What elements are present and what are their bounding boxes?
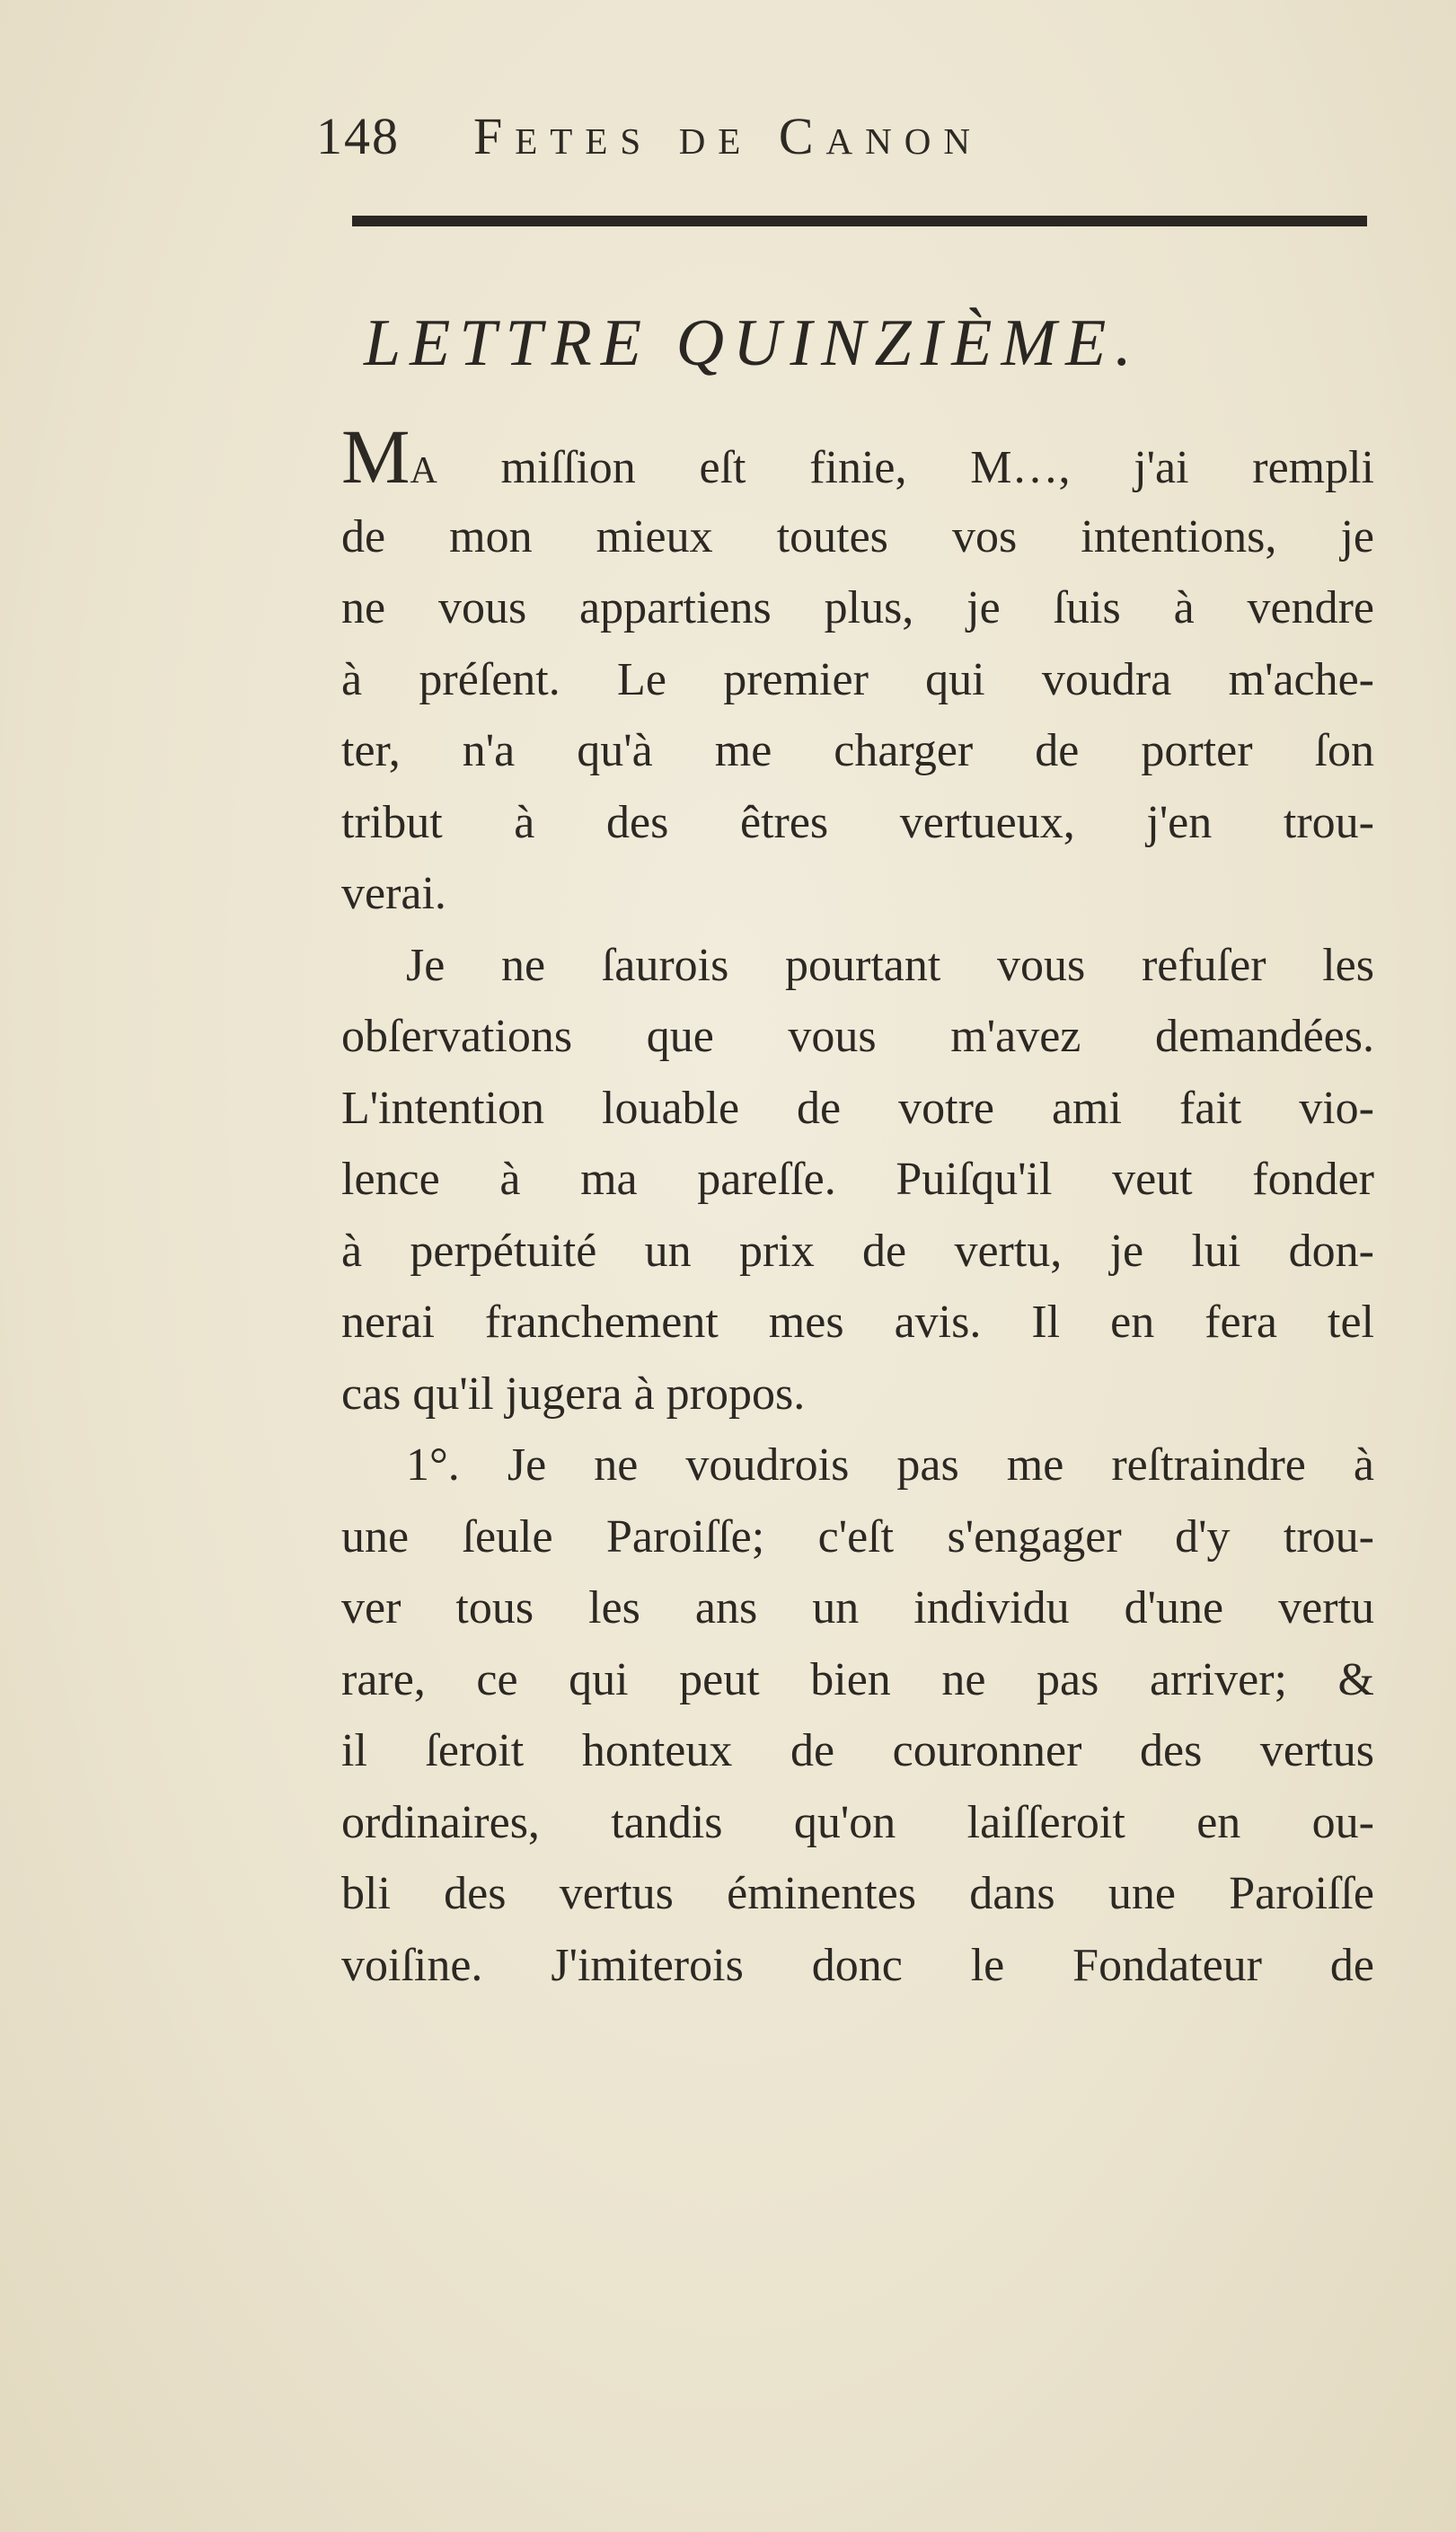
text-line: à perpétuité un prix de vertu, je lui don- (341, 1225, 1374, 1277)
drop-cap-rest: A (410, 450, 437, 491)
running-title: Fetes de Canon (473, 107, 983, 165)
text-line: cas qu'il jugera à propos. (341, 1368, 806, 1420)
text-line: verai. (341, 868, 446, 919)
text-line: ne vous appartiens plus, je ſuis à vendre (341, 582, 1374, 633)
text-line: bli des vertus éminentes dans une Paroiſſe (341, 1868, 1374, 1919)
text-line: voiſine. J'imiterois donc le Fondateur de (341, 1939, 1374, 1991)
text-line: à préſent. Le premier qui voudra m'ache- (341, 653, 1374, 705)
text-line: MA miſſion eſt finie, M…, j'ai rempli (341, 413, 1374, 500)
running-header (316, 106, 1376, 178)
text-line: ver tous les ans un individu d'une vertu (341, 1582, 1374, 1633)
text-line: L'intention louable de votre ami fait vio- (341, 1082, 1374, 1134)
text-line: il ſeroit honteux de couronner des vertus (341, 1725, 1374, 1776)
text-line: tribut à des êtres vertueux, j'en trou- (341, 796, 1374, 848)
body-text (341, 413, 1374, 2001)
page-number: 148 (316, 107, 400, 165)
text-line: une ſeule Paroiſſe; c'eſt s'engager d'y trou- (341, 1510, 1374, 1563)
text-line: Je ne ſaurois pourtant vous refuſer les (406, 939, 1374, 991)
header-rule (352, 216, 1367, 226)
text-line: obſervations que vous m'avez demandées. (341, 1011, 1374, 1062)
text-line: ordinaires, tandis qu'on laiſſeroit en ou- (341, 1796, 1374, 1848)
text-line: de mon mieux toutes vos intentions, je (341, 510, 1374, 562)
text-line: rare, ce qui peut bien ne pas arriver; & (341, 1653, 1374, 1705)
drop-cap: M (341, 413, 410, 500)
text-line: lence à ma pareſſe. Puiſqu'il veut fonder (341, 1154, 1374, 1205)
text-line: ter, n'a qu'à me charger de porter ſon (341, 725, 1374, 776)
text-line: 1°. Je ne voudrois pas me reſtraindre à (406, 1439, 1374, 1491)
chapter-title: LETTRE QUINZIÈME. (364, 306, 1141, 380)
text-line: nerai franchement mes avis. Il en fera tel (341, 1297, 1374, 1348)
